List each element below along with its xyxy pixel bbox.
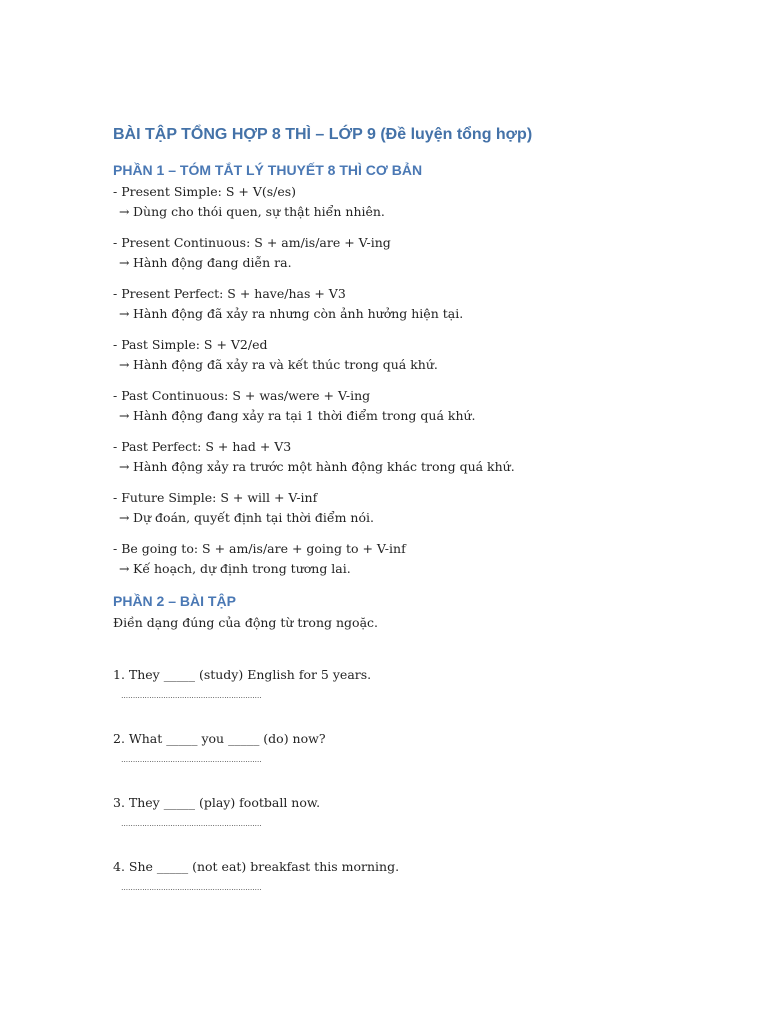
- exercise-item: [113, 857, 673, 921]
- tense-formula: - Past Continuous: S + was/were + V-ing: [113, 388, 371, 403]
- usage-text: Hành động xảy ra trước một hành động khác trong quá khứ.: [133, 459, 515, 474]
- arrow-right-icon: →: [119, 357, 130, 372]
- arrow-right-icon: →: [119, 459, 130, 474]
- arrow-right-icon: →: [119, 255, 130, 270]
- tense-usage-note: [113, 355, 673, 375]
- tense-usage-note: [113, 457, 673, 477]
- exercise-item: [113, 665, 673, 729]
- document-title: BÀI TẬP TỔNG HỢP 8 THÌ – LỚP 9 (Đề luyện tổng hợp): [113, 126, 533, 143]
- theory-item: [113, 488, 673, 528]
- tense-formula: - Present Perfect: S + have/has + V3: [113, 286, 346, 301]
- answer-blank-line[interactable]: ............................................................: [121, 883, 262, 892]
- exercise-instruction: Điền dạng đúng của động từ trong ngoặc.: [113, 615, 378, 630]
- arrow-right-icon: →: [119, 408, 130, 423]
- exercise-item: [113, 793, 673, 857]
- tense-formula: - Past Simple: S + V2/ed: [113, 337, 268, 352]
- arrow-right-icon: →: [119, 561, 130, 576]
- theory-item: [113, 386, 673, 426]
- tense-formula: - Present Continuous: S + am/is/are + V-ing: [113, 235, 391, 250]
- tense-usage-note: [113, 304, 673, 324]
- theory-item: [113, 335, 673, 375]
- arrow-right-icon: →: [119, 510, 130, 525]
- usage-text: Dùng cho thói quen, sự thật hiển nhiên.: [133, 204, 385, 219]
- usage-text: Kế hoạch, dự định trong tương lai.: [133, 561, 351, 576]
- exercise-item: [113, 729, 673, 793]
- usage-text: Hành động đang diễn ra.: [133, 255, 292, 270]
- answer-blank-line[interactable]: ............................................................: [121, 691, 262, 700]
- theory-item: [113, 284, 673, 324]
- exercise-list: [113, 665, 673, 921]
- tense-formula: - Be going to: S + am/is/are + going to + V-inf: [113, 541, 406, 556]
- answer-blank-line[interactable]: ............................................................: [121, 819, 262, 828]
- usage-text: Hành động đã xảy ra nhưng còn ảnh hưởng hiện tại.: [133, 306, 464, 321]
- tense-usage-note: [113, 202, 673, 222]
- theory-item: [113, 233, 673, 273]
- usage-text: Dự đoán, quyết định tại thời điểm nói.: [133, 510, 374, 525]
- exercise-question: 1. They _____ (study) English for 5 years.: [113, 667, 372, 682]
- arrow-right-icon: →: [119, 306, 130, 321]
- theory-item: [113, 182, 673, 222]
- tense-formula: - Past Perfect: S + had + V3: [113, 439, 292, 454]
- exercise-question: 3. They _____ (play) football now.: [113, 795, 321, 810]
- tense-formula: - Future Simple: S + will + V-inf: [113, 490, 318, 505]
- usage-text: Hành động đã xảy ra và kết thúc trong quá khứ.: [133, 357, 438, 372]
- exercise-question: 2. What _____ you _____ (do) now?: [113, 731, 326, 746]
- document-content: [113, 124, 673, 921]
- arrow-right-icon: →: [119, 204, 130, 219]
- answer-blank-line[interactable]: ............................................................: [121, 755, 262, 764]
- tense-usage-note: [113, 559, 673, 579]
- tense-usage-note: [113, 508, 673, 528]
- tense-usage-note: [113, 253, 673, 273]
- usage-text: Hành động đang xảy ra tại 1 thời điểm trong quá khứ.: [133, 408, 476, 423]
- tense-usage-note: [113, 406, 673, 426]
- part1-heading: PHẦN 1 – TÓM TẮT LÝ THUYẾT 8 THÌ CƠ BẢN: [113, 162, 423, 178]
- tense-formula: - Present Simple: S + V(s/es): [113, 184, 297, 199]
- exercise-question: 4. She _____ (not eat) breakfast this morning.: [113, 859, 400, 874]
- part2-heading: PHẦN 2 – BÀI TẬP: [113, 593, 236, 609]
- theory-item: [113, 437, 673, 477]
- theory-item: [113, 539, 673, 579]
- theory-list: [113, 182, 673, 579]
